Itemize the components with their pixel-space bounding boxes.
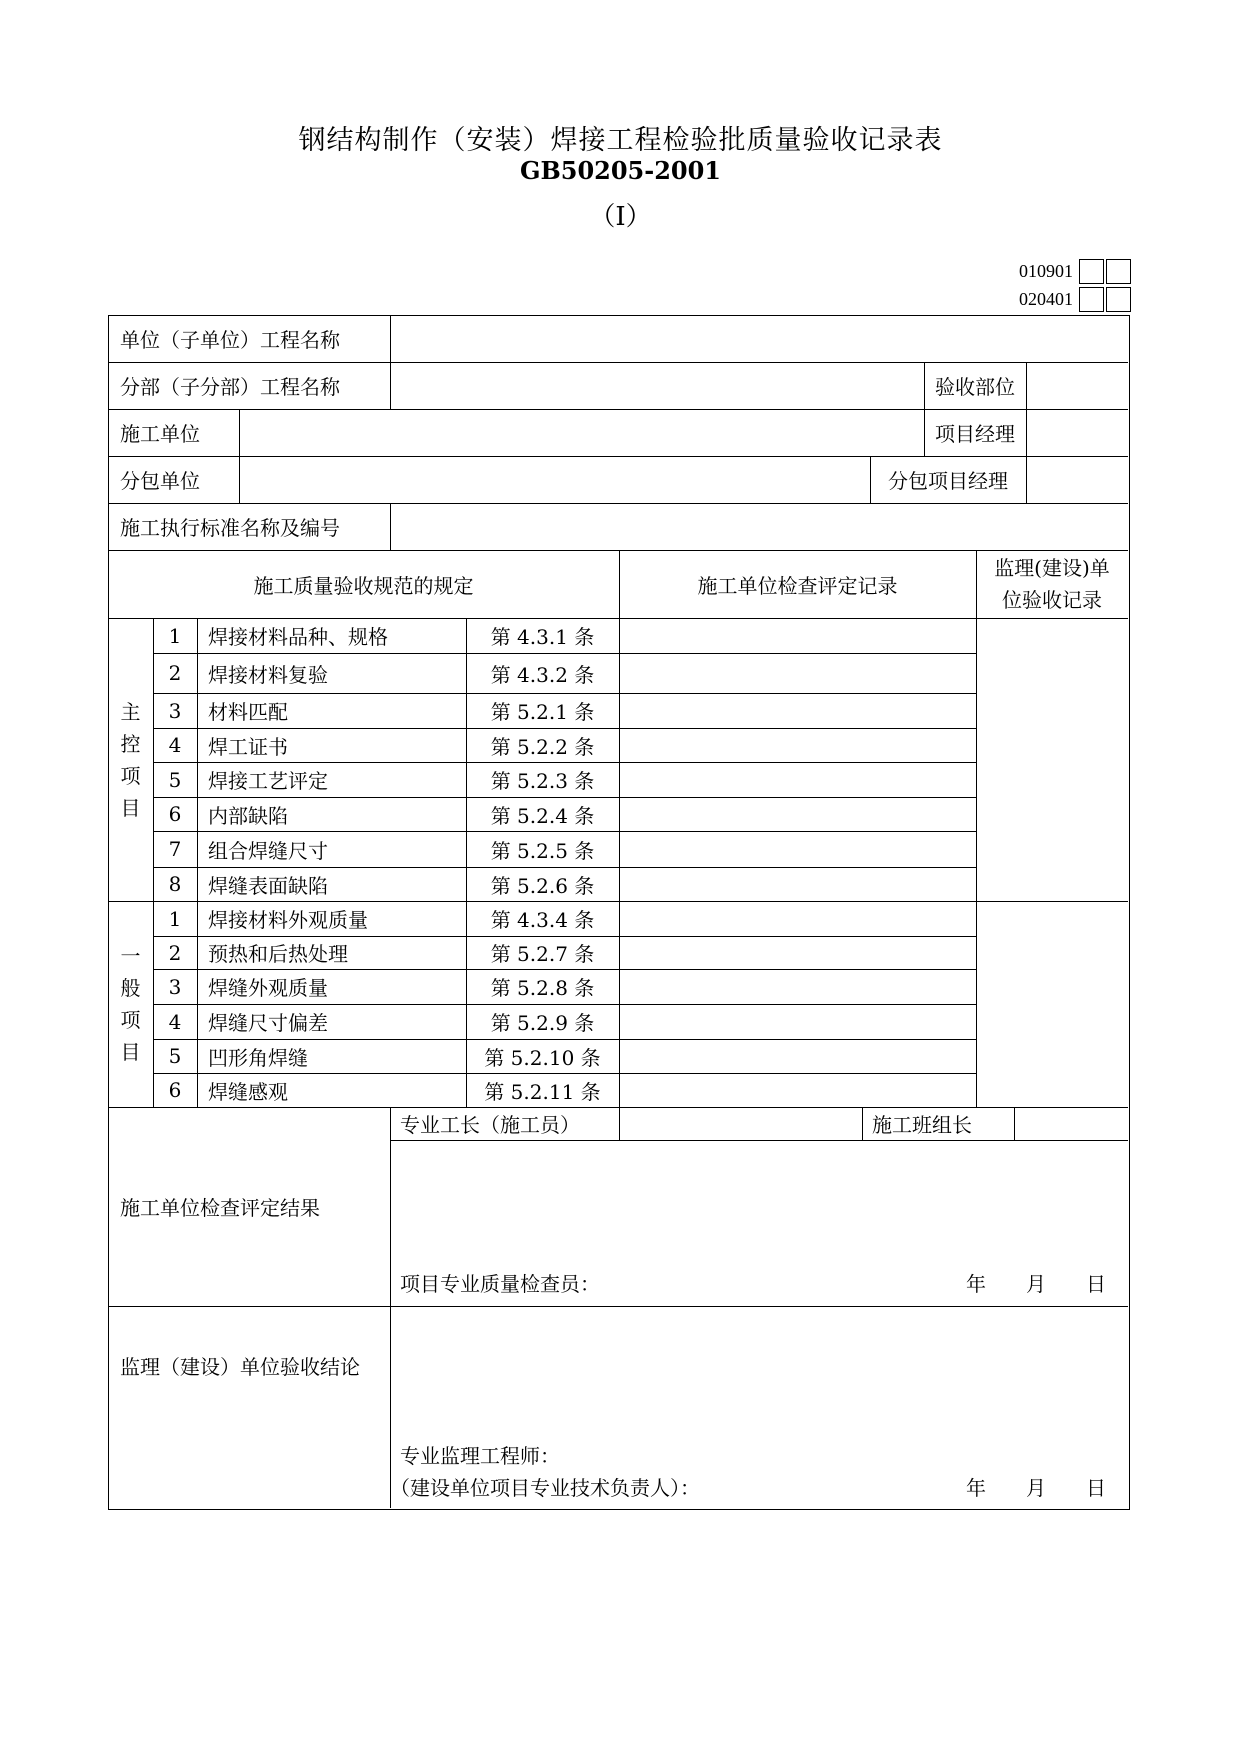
item-name: 预热和后热处理 [208,942,348,966]
accept-part-label: 验收部位 [935,375,1015,399]
unit-project-label: 单位（子单位）工程名称 [120,328,340,352]
item-clause: 第 5.2.7 条 [490,942,595,966]
form-codes [1019,257,1131,313]
item-clause: 第 5.2.9 条 [490,1011,595,1035]
foreman-label: 专业工长（施工员） [400,1113,580,1137]
code-010901: 010901 [1019,260,1073,281]
part-number: （Ⅰ） [589,202,652,232]
item-clause: 第 4.3.2 条 [490,662,595,687]
item-name: 焊接工艺评定 [208,769,328,793]
group-label-char: 项 [120,1008,141,1032]
inspection-table [108,315,1130,1510]
item-clause: 第 5.2.8 条 [490,976,595,1000]
item-name: 焊接材料复验 [208,662,328,687]
item-clause: 第 5.2.10 条 [484,1045,601,1070]
item-number: 8 [168,872,182,896]
group-label-char: 目 [120,795,141,820]
group-label-char: 控 [120,731,141,756]
group-label-char: 般 [120,976,141,1000]
item-name: 焊缝感观 [208,1079,288,1104]
supervision-header: 监理(建设)单 位验收记录 [994,556,1110,612]
owner-rep-label: （建设单位项目专业技术负责人）： [390,1475,700,1500]
item-number: 4 [168,1009,182,1034]
subcontract-manager-label: 分包项目经理 [888,469,1008,493]
item-name: 焊工证书 [208,734,288,759]
conclusion-label: 监理（建设）单位验收结论 [120,1354,360,1379]
item-clause: 第 5.2.3 条 [490,769,595,793]
item-number: 3 [168,974,182,999]
item-clause: 第 4.3.4 条 [490,908,595,932]
group-label-char: 目 [120,1040,141,1064]
result-label: 施工单位检查评定结果 [120,1196,320,1220]
item-name: 焊接材料外观质量 [208,908,368,932]
item-number: 4 [168,733,182,757]
item-clause: 第 5.2.6 条 [490,873,595,898]
item-number: 5 [168,1044,182,1068]
code-box[interactable] [1106,287,1131,312]
item-name: 焊缝表面缺陷 [208,873,328,898]
standard-code: GB50205-2001 [519,156,722,185]
code-box[interactable] [1079,259,1104,284]
item-clause: 第 5.2.5 条 [490,838,595,863]
sub-project-label: 分部（子分部）工程名称 [120,375,340,399]
item-number: 5 [168,767,182,792]
subcontract-unit-label: 分包单位 [120,469,200,493]
result-date: 年 月 日 [966,1271,1106,1296]
item-name: 组合焊缝尺寸 [208,838,328,863]
group-label-char: 一 [120,944,141,968]
item-name: 材料匹配 [208,700,288,724]
item-number: 2 [168,661,182,685]
inspector-label: 项目专业质量检查员： [400,1271,600,1296]
item-clause: 第 5.2.2 条 [490,734,595,759]
main-items-label [108,618,153,901]
item-name: 焊缝外观质量 [208,976,328,1000]
team-leader-label: 施工班组长 [872,1113,972,1137]
group-label-char: 项 [120,763,141,788]
item-clause: 第 5.2.4 条 [490,803,595,828]
code-box[interactable] [1106,259,1131,284]
check-record-header: 施工单位检查评定记录 [697,573,898,598]
item-number: 1 [168,623,182,648]
spec-header: 施工质量验收规范的规定 [253,573,474,598]
engineer-label: 专业监理工程师： [400,1443,560,1468]
item-clause: 第 5.2.1 条 [490,700,595,724]
item-clause: 第 4.3.1 条 [490,625,595,649]
group-label-char: 主 [120,699,141,724]
item-number: 7 [168,837,182,861]
item-number: 1 [168,906,182,931]
item-name: 凹形角焊缝 [208,1045,308,1070]
construction-unit-label: 施工单位 [120,422,200,446]
item-name: 焊缝尺寸偏差 [208,1011,328,1035]
item-number: 6 [168,1078,182,1102]
item-clause: 第 5.2.11 条 [484,1079,601,1104]
conclusion-date: 年 月 日 [966,1475,1106,1500]
standard-name-label: 施工执行标准名称及编号 [120,516,340,540]
item-number: 2 [168,940,182,965]
form-title: 钢结构制作（安装）焊接工程检验批质量验收记录表 [298,125,943,156]
code-020401: 020401 [1019,288,1073,309]
item-name: 内部缺陷 [208,803,288,828]
item-number: 3 [168,698,182,723]
item-name: 焊接材料品种、规格 [208,625,388,649]
item-number: 6 [168,802,182,826]
project-manager-label: 项目经理 [935,422,1015,446]
general-items-label [108,901,153,1107]
code-box[interactable] [1079,287,1104,312]
